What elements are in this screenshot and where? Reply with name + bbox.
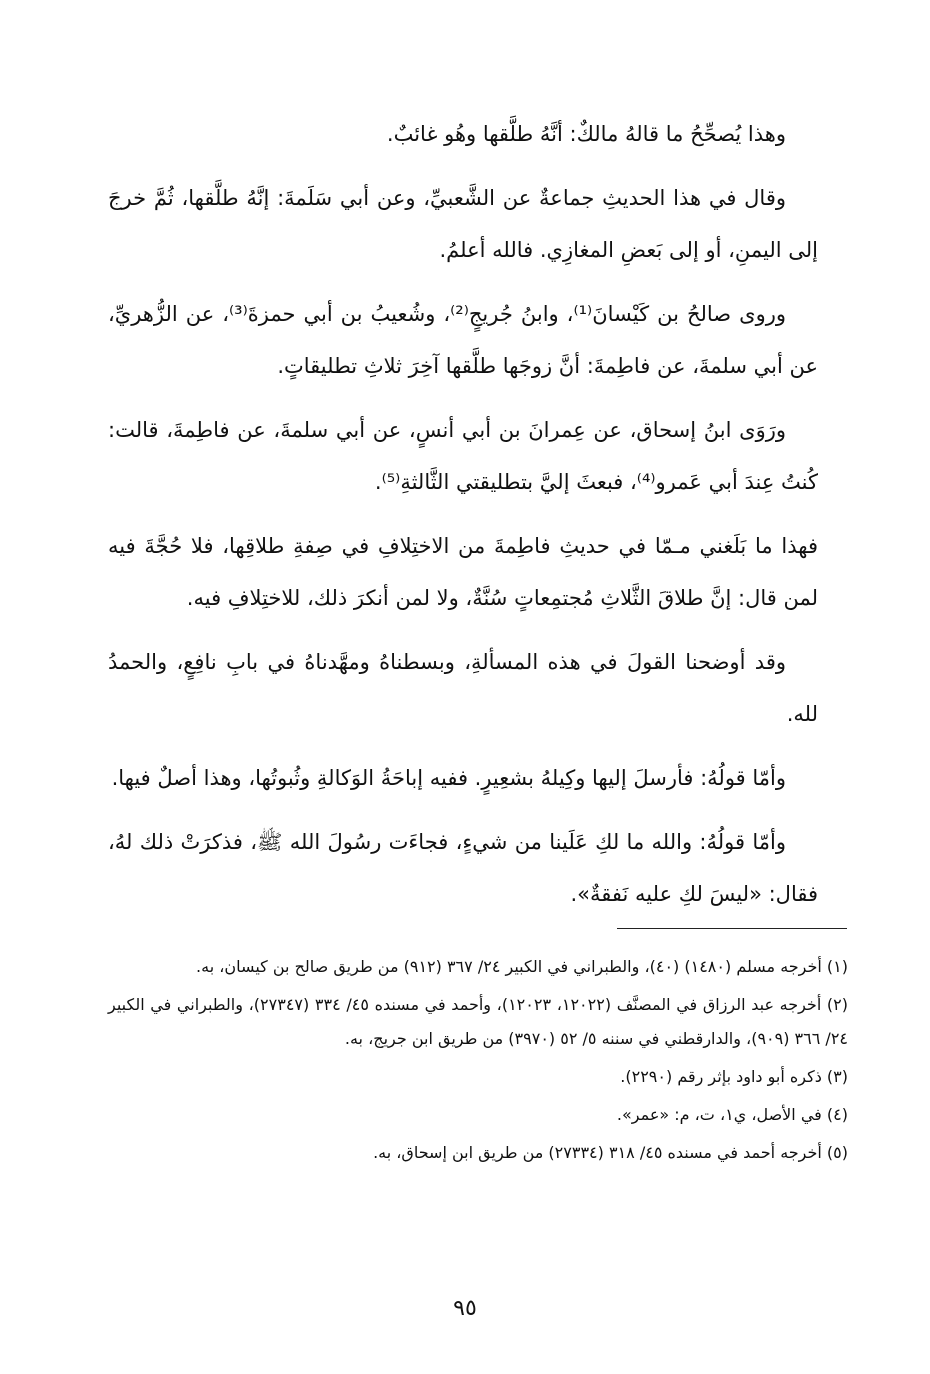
paragraph-4: ورَوَى ابنُ إسحاق، عن عِمرانَ بن أبي أنسٍ، عن أبي سلمةَ، عن فاطِمةَ، قالت: كُنتُ عِندَ أبي عَمرو⁽⁴⁾، فبعثَ إليَّ بتطليقتي الثَّالثةِ⁽⁵⁾. [108,418,818,494]
paragraph-6: وقد أوضحنا القولَ في هذه المسألةِ، وبسطناهُ ومهَّدناهُ في بابِ نافِعٍ، والحمدُ لله. [108,650,818,726]
footnote-5: (٥) أخرجه أحمد في مسنده ٤٥/ ٣١٨ (٢٧٣٣٤) من طريق ابن إسحاق، به. [373,1143,848,1162]
footnote-1: (١) أخرجه مسلم (١٤٨٠) (٤٠)، والطبراني في الكبير ٢٤/ ٣٦٧ (٩١٢) من طريق صالح بن كيسان، به. [196,957,848,976]
footnote-4: (٤) في الأصل، ي١، ت، م: «عمر». [616,1105,848,1124]
paragraph-3: وروى صالحُ بن كَيْسانَ⁽¹⁾، وابنُ جُريجٍ⁽²⁾، وشُعيبُ بن أبي حمزةَ⁽³⁾، عن الزُّهريِّ، عن أبي سلمةَ، عن فاطِمةَ: أنَّ زوجَها طلَّقها آخِرَ ثلاثِ تطليقاتٍ. [108,302,818,378]
footnote-3: (٣) ذكره أبو داود بإثر رقم (٢٢٩٠). [620,1067,848,1086]
footnotes [108,950,848,1174]
paragraph-2: وقال في هذا الحديثِ جماعةٌ عن الشَّعبيِّ، وعن أبي سَلَمةَ: إنَّهُ طلَّقها، ثُمَّ خرجَ إلى اليمنِ، أو إلى بَعضِ المغازِي. فالله أعلمُ. [108,186,818,262]
main-text [108,108,818,932]
paragraph-5: فهذا ما بَلَغني مـمّا في حديثِ فاطِمةَ من الاختِلافِ في صِفةِ طلاقِها، فلا حُجَّةَ فيه لمن قال: إنَّ طلاقَ الثَّلاثِ مُجتمِعاتٍ سُنَّةٌ، ولا لمن أنكرَ ذلك، للاختِلافِ فيه. [108,534,818,610]
paragraph-1: وهذا يُصحِّحُ ما قالهُ مالكٌ: أنَّهُ طلَّقها وهُو غائبٌ. [386,122,786,146]
footnote-2: (٢) أخرجه عبد الرزاق في المصنَّف (١٢٠٢٢، ١٢٠٢٣)، وأحمد في مسنده ٤٥/ ٣٣٤ (٢٧٣٤٧)، والطبراني في الكبير ٢٤/ ٣٦٦ (٩٠٩)، والدارقطني في سننه ٥/ ٥٢ (٣٩٧٠) من طريق ابن جريج، به. [108,995,849,1048]
paragraph-8: وأمّا قولُهُ: والله ما لكِ عَلَينا من شيءٍ، فجاءَت رسُولَ الله ﷺ، فذكرَتْ ذلك لهُ، فقال: «ليسَ لكِ عليه نَفقةٌ». [108,830,818,906]
paragraph-7: وأمّا قولُهُ: فأرسلَ إليها وكِيلهُ بشعِيرٍ. ففيه إباحَةُ الوَكالةِ وثُبوتُها، وهذا أصلٌ فيها. [111,766,786,790]
page-number: ٩٥ [453,1296,477,1321]
footnote-separator [617,928,847,929]
